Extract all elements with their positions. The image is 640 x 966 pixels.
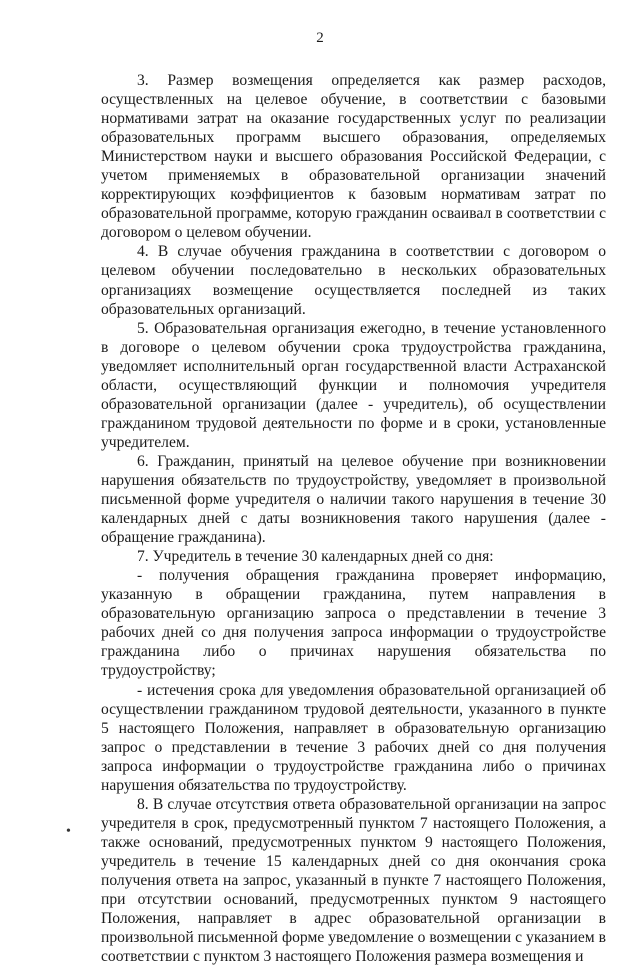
- paragraph-3-compensation-amount: 3. Размер возмещения определяется как размер расходов, осуществленных на целевое обучение, в соответствии с базовыми нормативами затрат на оказание государственных услуг по реализации образовательных программ высшего образования, определяемых Министерством науки и высшего образования Российской Федерации, с учетом применяемых в образовательной организации значений корректирующих коэффициентов к базовым нормативам затрат по образовательной программе, которую гражданин осваивал в соответствии с договором о целевом обучении.: [101, 72, 606, 242]
- paragraph-7-founder-deadline: 7. Учредитель в течение 30 календарных дней со дня:: [137, 548, 494, 566]
- scan-speck: •: [66, 824, 71, 839]
- paragraph-7-item-deadline-expiry: - истечения срока для уведомления образовательной организацией об осуществлении гражданином трудовой деятельности, указанного в пункте 5 настоящего Положения, направляет в образовательную организацию запрос о представлении в течение 3 рабочих дней со дня получения запроса информации о трудоустройстве гражданина либо о причинах нарушения обязательства по трудоустройству.: [101, 681, 606, 794]
- paragraph-4-multiple-organizations: 4. В случае обучения гражданина в соответствии с договором о целевом обучении последовательно в нескольких образовательных организациях возмещение осуществляется последней из таких образовательных организаций.: [101, 243, 606, 318]
- paragraph-7-item-citizen-appeal: - получения обращения гражданина проверяет информацию, указанную в обращении гражданина, путем направления в образовательную организацию запроса о представлении в течение 3 рабочих дней со дня получения запроса информации о трудоустройстве гражданина либо о причинах нарушения обязательства по трудоустройству;: [101, 567, 606, 680]
- paragraph-5-annual-notification: 5. Образовательная организация ежегодно, в течение установленного в договоре о целевом обучении срока трудоустройства гражданина, уведомляет исполнительный орган государственной власти Астраханской области, осуществляющий функции и полномочия учредителя образовательной организации (далее - учредитель), об осуществлении гражданином трудовой деятельности по форме и в сроки, установленные учредителем.: [101, 319, 606, 451]
- paragraph-8-no-response: 8. В случае отсутствия ответа образовательной организации на запрос учредителя в срок, предусмотренный пунктом 7 настоящего Положения, а также оснований, предусмотренных пунктом 9 настоящего Положения, учредитель в течение 15 календарных дней со дня окончания срока получения ответа на запрос, указанный в пункте 7 настоящего Положения, при отсутствии оснований, предусмотренных пунктом 9 настоящего Положения, направляет в адрес образовательной организации в произвольной письменной форме уведомление о возмещении с указанием в соответствии с пунктом 3 настоящего Положения размера возмещения и: [101, 795, 606, 966]
- page-number: 2: [316, 30, 324, 46]
- paragraph-6-citizen-notice: 6. Гражданин, принятый на целевое обучение при возникновении нарушения обязательств по трудоустройству, уведомляет в произвольной письменной форме учредителя о наличии такого нарушения в течение 30 календарных дней с даты возникновения такого нарушения (далее - обращение гражданина).: [101, 452, 606, 547]
- document-body: [101, 71, 606, 966]
